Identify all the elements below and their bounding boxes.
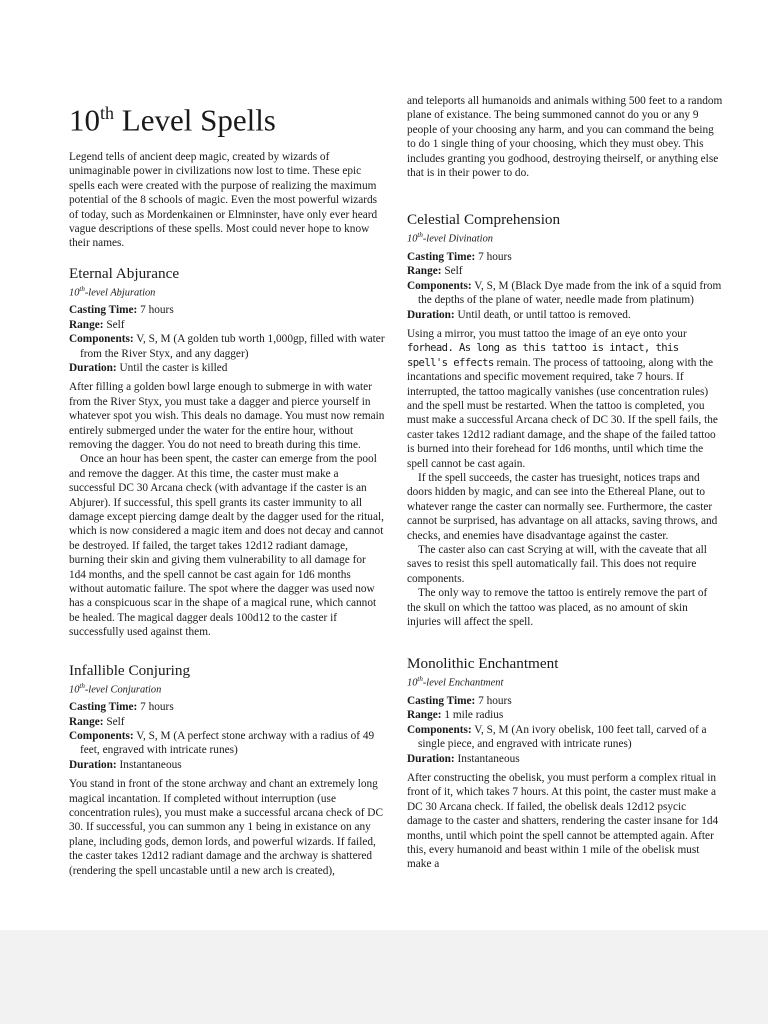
stat-value: Self [103,715,125,728]
school-level: 10 [69,287,80,299]
description-paragraph: You stand in front of the stone archway and chant an extremely long magical incantation. If completed without interruption (use concentration rules), you must make a successful arcana check of DC 30. If successful, you can summon any 1 being in existance on any plane, including gods, demon lords, and powerful wizards. If failed, the caster takes 12d12 radiant damage and the archway is shattered (rendering the spell uncastable until a new arch is created), [69,778,383,877]
stat-duration [69,361,385,375]
description-paragraph: The caster also can cast Scrying at will, with the caveate that all saves to resist this spell automatically fail. This does not require components. [407,544,707,585]
school-sup: th [417,231,423,240]
text-run-monospace: forhead. As long as this tattoo is intact, this spell's effects [407,342,679,369]
stat-value: Until the caster is killed [116,361,228,374]
spell-title: Monolithic Enchantment [407,655,559,673]
stat-value: V, S, M (Black Dye made from the ink of a squid from the depths of the plane of water, needle made from platinum) [418,279,722,307]
stat-value: Self [103,318,125,331]
stat-casting-time [407,250,723,264]
stat-label: Components: [407,279,472,292]
school-text: -level Conjuration [84,684,162,696]
stat-value: Until death, or until tattoo is removed. [454,308,631,321]
spell-title: Infallible Conjuring [69,661,191,679]
stat-label: Components: [407,723,472,736]
description-paragraph: If the spell succeeds, the caster has truesight, notices traps and doors hidden by magic, and can see into the Ethereal Plane, out to whatever range the caster can normally see. Furthermore, the caster cannot be surprised, has advantage on all attacks, saving throws, and checks, and enemies have disadvantage against the caster. [407,472,718,542]
stat-range [69,318,385,332]
page-bottom-shade [0,930,768,1024]
stat-components [407,279,723,308]
stat-duration [407,308,723,322]
spell-monolithic-enchantment [407,655,723,871]
stat-label: Casting Time: [407,250,476,263]
intro-paragraph: Legend tells of ancient deep magic, created by wizards of unimaginable power in civilizations now lost to time. These epic spells each were created with the purpose of realizing the maximum potential of the 8 schools of magic. Even the most powerful wizards of today, such as Mordenkainen or Elmninster, have only ever heard vague descriptions of these spells. Most could never hope to know their names. [69,151,378,250]
spell-school [69,283,385,299]
stat-components [69,332,385,361]
title-number: 10 [69,102,100,138]
spell-eternal-abjurance [69,265,385,640]
description-paragraph: After constructing the obelisk, you must perform a complex ritual in front of it, which takes 7 hours. At this point, the caster must make a DC 30 Arcana check. If failed, the obelisk deals 12d12 psycic damage to the caster and shatters, rendering the caster insane for 1d4 months, until which point the spell cannot be attempted again. After this, every humanoid and beast within 1 mile of the obelisk must make a [407,771,719,871]
left-column [69,0,385,878]
stat-label: Range: [69,715,104,728]
stat-range [407,708,723,722]
spell-school [407,229,723,245]
stat-components [69,729,385,758]
description-paragraph: After filling a golden bowl large enough to submerge in with water from the River Styx, you must take a dagger and pierce yourself in whatever spot you wish. This deals no damage. You must now remain entirely submerged under the water for the entire hour, without removing the dagger. You do not need to breath during this time. [69,381,385,451]
school-level: 10 [407,677,418,689]
spell-description [407,327,723,630]
description-paragraph: Once an hour has been spent, the caster can emerge from the pool and remove the dagger. At this time, the caster must make a successful DC 30 Arcana check (with advantage if the caster is an Abjurer). If successful, this spell grants its caster immunity to all damage except piercing damge dealt by the dagger used for the ritual, which is now considered a magic item and does not decay and cannot be destroyed. If failed, the target takes 12d12 radiant damage, burning their skin and giving them vulnerability to all damage for 1d4 months, and the spell cannot be cast again for 1d6 months without automatic failure. The spot where the dagger was used now has a conspicuous scar in the shape of a magical rune, which cannot be healed. The magical dagger deals 100d12 to the caster if successfully used against them. [69,453,384,639]
stat-duration [407,752,723,766]
stat-range [407,264,723,278]
stat-label: Range: [69,318,104,331]
spell-school [407,673,723,689]
stat-casting-time [69,303,385,317]
stat-label: Range: [407,709,442,722]
stat-value: V, S, M (A perfect stone archway with a radius of 49 feet, engraved with intricate runes) [80,729,375,757]
school-sup: th [79,681,85,690]
stat-value: 7 hours [137,304,174,317]
school-sup: th [417,675,423,684]
school-text: -level Enchantment [422,677,504,689]
stat-range [69,715,385,729]
stat-value: V, S, M (A golden tub worth 1,000gp, filled with water from the River Styx, and any dagger) [80,333,385,360]
text-run: remain. The process of tattooing, along with the incantations and specific movement required, take 7 hours. If interrupted, the tattoo magically vanishes (use concentration rules) and the spell must be restarted. When the tattoo is completed, you must make a successful Arcana check of DC 30. If the spell fails, the caster takes 12d12 radiant damage, and the shape of the failed tattoo is burned into their forehead for 1d6 months, until which time the spell cannot be cast again. [407,356,718,470]
stat-label: Casting Time: [69,304,138,317]
stat-label: Duration: [407,308,455,321]
stat-label: Casting Time: [69,701,138,714]
stat-value: 7 hours [137,701,174,714]
stat-label: Duration: [69,758,117,771]
spell-title: Celestial Comprehension [407,211,561,229]
stat-label: Components: [69,333,134,346]
title-superscript: th [100,103,115,123]
school-level: 10 [69,684,80,696]
school-sup: th [79,284,85,293]
stat-label: Casting Time: [407,694,476,707]
stat-value: 7 hours [475,250,512,263]
spell-description [69,777,385,878]
stat-value: Instantaneous [116,758,182,771]
spell-school [69,680,385,696]
stat-casting-time [69,700,385,714]
title-text: Level Spells [114,102,276,138]
stat-casting-time [407,694,723,708]
description-paragraph: The only way to remove the tattoo is entirely remove the part of the skull on which the tattoo was placed, as no amount of skin injuries will affect the spell. [407,587,708,629]
stat-label: Duration: [407,752,455,765]
school-text: -level Abjuration [84,287,156,299]
stat-components [407,723,723,752]
stat-value: 1 mile radius [441,709,504,722]
spell-description [69,380,385,639]
continued-paragraph: and teleports all humanoids and animals withing 500 feet to a random plane of existance. The being summoned cannot do you or any 9 people of your choosing any harm, and you can command the being to do 1 single thing of your choosing, which they must obey. This includes granting you godhood, destroying theirself, or anything else that is in their power to do. [407,95,723,180]
stat-value: Instantaneous [454,752,520,765]
stat-value: Self [441,265,463,278]
stat-value: 7 hours [475,694,512,707]
stat-value: V, S, M (An ivory obelisk, 100 feet tall, carved of a single piece, and engraved with intricate runes) [418,723,707,751]
stat-label: Components: [69,729,134,742]
stat-label: Range: [407,265,442,278]
spell-infallible-conjuring [69,662,385,878]
spell-celestial-comprehension [407,211,723,629]
stat-label: Duration: [69,361,117,374]
school-text: -level Divination [422,233,493,245]
school-level: 10 [407,233,418,245]
stat-duration [69,758,385,772]
description-paragraph [407,327,723,471]
text-run: Using a mirror, you must tattoo the image of an eye onto your [407,327,687,340]
spell-title: Eternal Abjurance [69,264,180,282]
spell-description [407,771,723,872]
right-column [407,0,723,872]
